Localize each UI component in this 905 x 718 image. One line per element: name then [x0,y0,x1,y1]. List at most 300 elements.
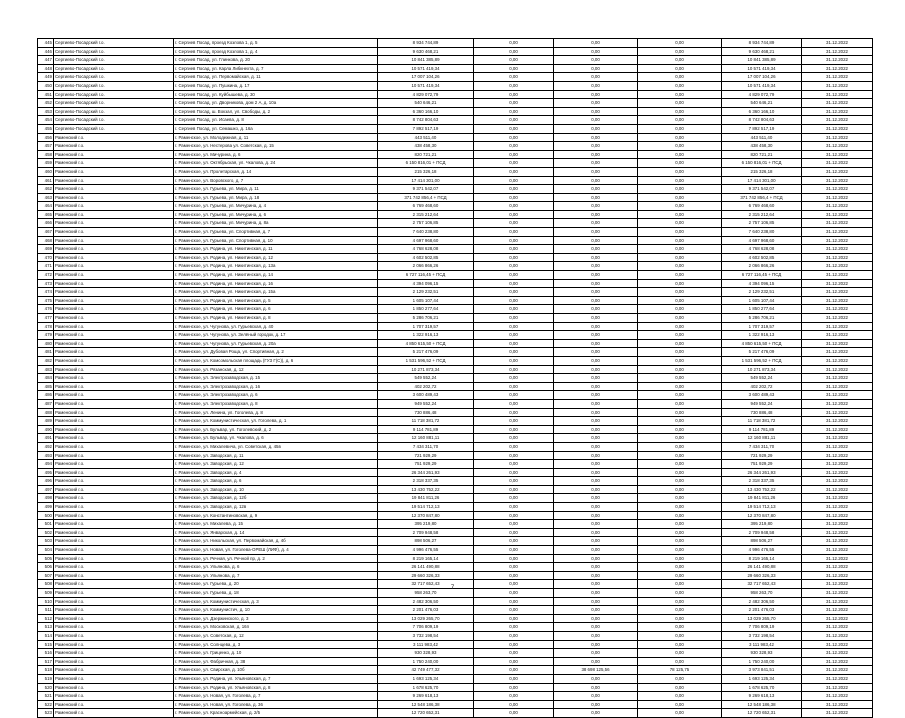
row-number-cell: 490 [38,425,54,434]
table-row [38,193,873,202]
value-2-cell: 0,00 [554,314,638,323]
date-cell: 31.12.2022 [802,99,873,108]
value-2-cell: 0,00 [554,408,638,417]
value-2-cell: 0,00 [554,288,638,297]
total-cell: 3 973 841,51 [722,666,802,675]
municipality-cell: Раменский г.о. [54,709,174,718]
date-cell: 31.12.2022 [802,649,873,658]
table-row [38,142,873,151]
amount-cell: 8 934 744,89 [378,39,474,48]
address-cell: г. Раменское, ул. Электрозаводская, д. 8 [174,399,378,408]
municipality-cell: Раменский г.о. [54,356,174,365]
total-cell: 11 718 381,72 [722,417,802,426]
total-cell: 7 640 238,80 [722,228,802,237]
address-cell: г. Раменское, ул. Гурьева, ул. Спортивная, д. 10 [174,236,378,245]
row-number-cell: 479 [38,331,54,340]
value-1-cell: 0,00 [474,571,554,580]
value-1-cell: 0,00 [474,73,554,82]
value-1-cell: 0,00 [474,408,554,417]
value-3-cell: 78 125,75 [638,666,722,675]
value-3-cell: 0,00 [638,331,722,340]
amount-cell: 2 757 106,85 [378,219,474,228]
value-1-cell: 0,00 [474,683,554,692]
row-number-cell: 474 [38,288,54,297]
municipality-cell: Раменский г.о. [54,657,174,666]
row-number-cell: 520 [38,683,54,692]
address-cell: г. Раменское, ул. Ульянова, д. 7 [174,571,378,580]
value-2-cell: 0,00 [554,485,638,494]
table-row [38,631,873,640]
value-1-cell: 0,00 [474,666,554,675]
municipality-cell: Раменский г.о. [54,374,174,383]
total-cell: 930 328,93 [722,649,802,658]
amount-cell: 6 727 116,45 + ПСД [378,271,474,280]
municipality-cell: Раменский г.о. [54,382,174,391]
value-3-cell: 0,00 [638,563,722,572]
amount-cell: 19 841 811,26 [378,494,474,503]
value-1-cell: 0,00 [474,142,554,151]
value-3-cell: 0,00 [638,116,722,125]
date-cell: 31.12.2022 [802,356,873,365]
value-1-cell: 0,00 [474,305,554,314]
value-3-cell: 0,00 [638,176,722,185]
amount-cell: 7 892 517,19 [378,124,474,133]
municipality-cell: Раменский г.о. [54,683,174,692]
address-cell: г. Сергиев Посад, ул. Дворникова, дом 2 А, д. 10а [174,99,378,108]
date-cell: 31.12.2022 [802,640,873,649]
value-2-cell: 0,00 [554,511,638,520]
table-row [38,305,873,314]
table-row [38,640,873,649]
value-1-cell: 0,00 [474,64,554,73]
date-cell: 31.12.2022 [802,210,873,219]
municipality-cell: Раменский г.о. [54,296,174,305]
value-1-cell: 0,00 [474,296,554,305]
date-cell: 31.12.2022 [802,631,873,640]
value-2-cell: 0,00 [554,417,638,426]
date-cell: 31.12.2022 [802,81,873,90]
total-cell: 10 271 873,34 [722,365,802,374]
value-1-cell: 0,00 [474,451,554,460]
value-3-cell: 0,00 [638,485,722,494]
value-1-cell: 0,00 [474,546,554,555]
total-cell: 6 769 468,60 [722,202,802,211]
row-number-cell: 477 [38,314,54,323]
amount-cell: 958 263,70 [378,589,474,598]
table-row [38,322,873,331]
amount-cell: 13 430 752,22 [378,485,474,494]
value-1-cell: 0,00 [474,322,554,331]
municipality-cell: Раменский г.о. [54,640,174,649]
date-cell: 31.12.2022 [802,477,873,486]
municipality-cell: Раменский г.о. [54,554,174,563]
address-cell: г. Раменское, ул. Электрозаводская, д. 6 [174,391,378,400]
value-3-cell: 0,00 [638,228,722,237]
value-1-cell: 0,00 [474,709,554,718]
date-cell: 31.12.2022 [802,434,873,443]
address-cell: г. Раменское, ул. Заводская, д. 12 [174,460,378,469]
row-number-cell: 494 [38,460,54,469]
total-cell: 5 217 476,09 [722,348,802,357]
row-number-cell: 511 [38,606,54,615]
table-row [38,185,873,194]
municipality-cell: Раменский г.о. [54,142,174,151]
value-2-cell: 0,00 [554,640,638,649]
address-cell: г. Раменское, ул. Гурьева, ул. Мира, д. 11 [174,185,378,194]
value-1-cell: 0,00 [474,597,554,606]
row-number-cell: 500 [38,511,54,520]
address-cell: г. Раменское, ул. Гурьева, д. 20 [174,580,378,589]
amount-cell: 2 318 337,35 [378,477,474,486]
address-cell: г. Сергиев Посад, ул. Куйбышева, д. 30 [174,90,378,99]
date-cell: 31.12.2022 [802,176,873,185]
total-cell: 371 742 856,4 + ПСД [722,193,802,202]
amount-cell: 443 511,40 [378,133,474,142]
value-1-cell: 0,00 [474,580,554,589]
municipality-cell: Раменский г.о. [54,692,174,701]
address-cell: г. Раменское, ул. Ленина, ул. Гоголева, д. 8 [174,408,378,417]
row-number-cell: 522 [38,700,54,709]
amount-cell: 17 414 301,00 [378,176,474,185]
amount-cell: 1 693 125,34 [378,674,474,683]
total-cell: 1 531 596,52 + ПСД [722,356,802,365]
table-row [38,666,873,675]
total-cell: 4 697 968,60 [722,236,802,245]
address-cell: г. Раменское, ул. Бульвар, ул. Гоголевский, д. 2 [174,425,378,434]
address-cell: г. Раменское, ул. Заводская, д. 11 [174,451,378,460]
table-row [38,90,873,99]
row-number-cell: 506 [38,563,54,572]
value-3-cell: 0,00 [638,56,722,65]
date-cell: 31.12.2022 [802,116,873,125]
value-2-cell: 0,00 [554,657,638,666]
value-2-cell: 0,00 [554,546,638,555]
amount-cell: 751 929,29 [378,460,474,469]
value-3-cell: 0,00 [638,210,722,219]
value-2-cell: 0,00 [554,494,638,503]
amount-cell: 1 750 240,00 [378,657,474,666]
amount-cell: 8 742 804,63 [378,116,474,125]
municipality-cell: Раменский г.о. [54,485,174,494]
value-2-cell: 0,00 [554,571,638,580]
total-cell: 9 114 781,89 [722,425,802,434]
value-1-cell: 0,00 [474,623,554,632]
value-2-cell: 0,00 [554,425,638,434]
value-1-cell: 0,00 [474,228,554,237]
table-row [38,288,873,297]
date-cell: 31.12.2022 [802,56,873,65]
date-cell: 31.12.2022 [802,271,873,280]
date-cell: 31.12.2022 [802,614,873,623]
amount-cell: 5 217 476,09 [378,348,474,357]
municipality-cell: Раменский г.о. [54,580,174,589]
value-1-cell: 0,00 [474,167,554,176]
date-cell: 31.12.2022 [802,150,873,159]
date-cell: 31.12.2022 [802,589,873,598]
municipality-cell: Раменский г.о. [54,631,174,640]
row-number-cell: 496 [38,477,54,486]
municipality-cell: Раменский г.о. [54,528,174,537]
total-cell: 3 111 983,42 [722,640,802,649]
table-row [38,563,873,572]
value-3-cell: 0,00 [638,649,722,658]
value-2-cell: 0,00 [554,442,638,451]
value-3-cell: 0,00 [638,193,722,202]
address-cell: г. Сергиев Посад, ул. Карла Либкнехта, д. 7 [174,64,378,73]
date-cell: 31.12.2022 [802,597,873,606]
date-cell: 31.12.2022 [802,288,873,297]
value-2-cell: 38 698 125,56 [554,666,638,675]
municipality-cell: Раменский г.о. [54,589,174,598]
date-cell: 31.12.2022 [802,185,873,194]
total-cell: 19 514 712,13 [722,503,802,512]
value-3-cell: 0,00 [638,305,722,314]
table-row [38,528,873,537]
municipality-cell: Раменский г.о. [54,666,174,675]
table-row [38,606,873,615]
table-row [38,159,873,168]
amount-cell: 11 718 381,72 [378,417,474,426]
amount-cell: 42 749 477,32 [378,666,474,675]
address-cell: г. Раменское, ул. Родина, ул. Никитинская, д. 6 [174,305,378,314]
date-cell: 31.12.2022 [802,692,873,701]
value-1-cell: 0,00 [474,331,554,340]
value-1-cell: 0,00 [474,202,554,211]
value-1-cell: 0,00 [474,382,554,391]
amount-cell: 5 286 706,21 [378,314,474,323]
table-row [38,253,873,262]
value-2-cell: 0,00 [554,589,638,598]
total-cell: 898 506,27 [722,537,802,546]
municipality-cell: Сергиево-Посадский г.о. [54,64,174,73]
value-1-cell: 0,00 [474,39,554,48]
table-row [38,683,873,692]
value-3-cell: 0,00 [638,185,722,194]
address-cell: г. Раменское, ул. Рязанская, д. 12 [174,365,378,374]
table-row [38,442,873,451]
value-3-cell: 0,00 [638,150,722,159]
municipality-cell: Раменский г.о. [54,159,174,168]
row-number-cell: 521 [38,692,54,701]
value-2-cell: 0,00 [554,477,638,486]
value-2-cell: 0,00 [554,580,638,589]
total-cell: 751 929,29 [722,460,802,469]
row-number-cell: 457 [38,142,54,151]
date-cell: 31.12.2022 [802,537,873,546]
value-3-cell: 0,00 [638,314,722,323]
amount-cell: 6 360 166,10 [378,107,474,116]
table-row [38,374,873,383]
amount-cell: 2 201 476,03 [378,606,474,615]
value-1-cell: 0,00 [474,193,554,202]
date-cell: 31.12.2022 [802,245,873,254]
total-cell: 4 602 502,85 [722,253,802,262]
address-cell: г. Сергиев Посад, ул. Исаева, д. 8 [174,116,378,125]
municipality-cell: Раменский г.о. [54,365,174,374]
table-row [38,348,873,357]
value-3-cell: 0,00 [638,451,722,460]
address-cell: г. Раменское, ул. Гурьева, д. 18 [174,589,378,598]
total-cell: 1 322 916,13 [722,331,802,340]
municipality-cell: Раменский г.о. [54,305,174,314]
total-cell: 2 066 866,26 [722,262,802,271]
row-number-cell: 484 [38,374,54,383]
value-3-cell: 0,00 [638,417,722,426]
amount-cell: 13 029 265,70 [378,614,474,623]
value-3-cell: 0,00 [638,219,722,228]
value-1-cell: 0,00 [474,425,554,434]
amount-cell: 17 007 104,26 [378,73,474,82]
total-cell: 215 326,18 [722,167,802,176]
table-row [38,460,873,469]
value-2-cell: 0,00 [554,47,638,56]
amount-cell: 26 141 490,88 [378,563,474,572]
row-number-cell: 464 [38,202,54,211]
value-1-cell: 0,00 [474,674,554,683]
value-2-cell: 0,00 [554,563,638,572]
value-2-cell: 0,00 [554,236,638,245]
value-3-cell: 0,00 [638,279,722,288]
address-cell: г. Раменское, ул. Родина, ул. Ульяновская, д. 7 [174,674,378,683]
value-1-cell: 0,00 [474,262,554,271]
total-cell: 438 458,30 [722,142,802,151]
total-cell: 3 732 198,54 [722,631,802,640]
table-row [38,408,873,417]
date-cell: 31.12.2022 [802,666,873,675]
municipality-cell: Раменский г.о. [54,339,174,348]
value-1-cell: 0,00 [474,606,554,615]
municipality-cell: Раменский г.о. [54,150,174,159]
date-cell: 31.12.2022 [802,563,873,572]
value-2-cell: 0,00 [554,537,638,546]
row-number-cell: 473 [38,279,54,288]
value-1-cell: 0,00 [474,485,554,494]
municipality-cell: Раменский г.о. [54,597,174,606]
municipality-cell: Раменский г.о. [54,520,174,529]
table-row [38,133,873,142]
value-3-cell: 0,00 [638,700,722,709]
value-3-cell: 0,00 [638,356,722,365]
table-row [38,485,873,494]
total-cell: 4 768 628,08 [722,245,802,254]
table-row [38,649,873,658]
row-number-cell: 465 [38,210,54,219]
value-2-cell: 0,00 [554,262,638,271]
value-3-cell: 0,00 [638,425,722,434]
row-number-cell: 519 [38,674,54,683]
municipality-cell: Раменский г.о. [54,417,174,426]
value-1-cell: 0,00 [474,81,554,90]
municipality-cell: Раменский г.о. [54,563,174,572]
value-1-cell: 0,00 [474,124,554,133]
amount-cell: 4 829 072,79 [378,90,474,99]
table-row [38,546,873,555]
table-row [38,451,873,460]
row-number-cell: 513 [38,623,54,632]
table-row [38,511,873,520]
row-number-cell: 492 [38,442,54,451]
row-number-cell: 502 [38,528,54,537]
table-row [38,245,873,254]
municipality-cell: Раменский г.о. [54,167,174,176]
date-cell: 31.12.2022 [802,331,873,340]
value-2-cell: 0,00 [554,271,638,280]
value-1-cell: 0,00 [474,537,554,546]
amount-cell: 9 269 618,13 [378,692,474,701]
value-1-cell: 0,00 [474,99,554,108]
amount-cell: 402 202,72 [378,382,474,391]
municipality-cell: Раменский г.о. [54,614,174,623]
value-3-cell: 0,00 [638,296,722,305]
date-cell: 31.12.2022 [802,219,873,228]
amount-cell: 3 600 489,43 [378,391,474,400]
value-2-cell: 0,00 [554,683,638,692]
date-cell: 31.12.2022 [802,442,873,451]
value-1-cell: 0,00 [474,314,554,323]
municipality-cell: Раменский г.о. [54,503,174,512]
total-cell: 1 605 107,44 [722,296,802,305]
date-cell: 31.12.2022 [802,305,873,314]
address-cell: г. Раменское, ул. Родина, ул. Никитинская, д. 5 [174,296,378,305]
value-2-cell: 0,00 [554,64,638,73]
date-cell: 31.12.2022 [802,339,873,348]
address-cell: г. Сергиев Посад, ул. Первомайская, д. 11 [174,73,378,82]
value-3-cell: 0,00 [638,546,722,555]
row-number-cell: 515 [38,640,54,649]
amount-cell: 2 066 866,26 [378,262,474,271]
date-cell: 31.12.2022 [802,374,873,383]
address-cell: г. Раменское, ул. Михалевича, ул. Советская, д. 45в [174,442,378,451]
value-2-cell: 0,00 [554,150,638,159]
address-cell: г. Раменское, ул. Дубовая Роща, ул. Спортивная, д. 2 [174,348,378,357]
table-row [38,614,873,623]
value-2-cell: 0,00 [554,73,638,82]
municipality-cell: Раменский г.о. [54,399,174,408]
amount-cell: 1 322 916,13 [378,331,474,340]
value-1-cell: 0,00 [474,434,554,443]
date-cell: 31.12.2022 [802,511,873,520]
amount-cell: 7 640 238,80 [378,228,474,237]
address-cell: г. Раменское, ул. Заводская, д. 6 [174,477,378,486]
amount-cell: 4 850 615,50 + ПСД [378,339,474,348]
municipality-cell: Раменский г.о. [54,477,174,486]
value-2-cell: 0,00 [554,39,638,48]
date-cell: 31.12.2022 [802,494,873,503]
value-2-cell: 0,00 [554,692,638,701]
address-cell: г. Раменское, ул. Красноармейская, д. 2/5 [174,709,378,718]
value-3-cell: 0,00 [638,288,722,297]
date-cell: 31.12.2022 [802,503,873,512]
table-row [38,657,873,666]
amount-cell: 10 571 419,34 [378,64,474,73]
amount-cell: 26 344 261,93 [378,468,474,477]
value-3-cell: 0,00 [638,133,722,142]
row-number-cell: 495 [38,468,54,477]
date-cell: 31.12.2022 [802,382,873,391]
municipality-cell: Раменский г.о. [54,331,174,340]
municipality-cell: Раменский г.о. [54,279,174,288]
amount-cell: 19 514 712,13 [378,503,474,512]
amount-cell: 10 271 873,34 [378,365,474,374]
amount-cell: 2 315 212,64 [378,210,474,219]
value-3-cell: 0,00 [638,692,722,701]
value-3-cell: 0,00 [638,271,722,280]
value-2-cell: 0,00 [554,606,638,615]
date-cell: 31.12.2022 [802,365,873,374]
table-row [38,623,873,632]
table-row [38,399,873,408]
value-1-cell: 0,00 [474,640,554,649]
